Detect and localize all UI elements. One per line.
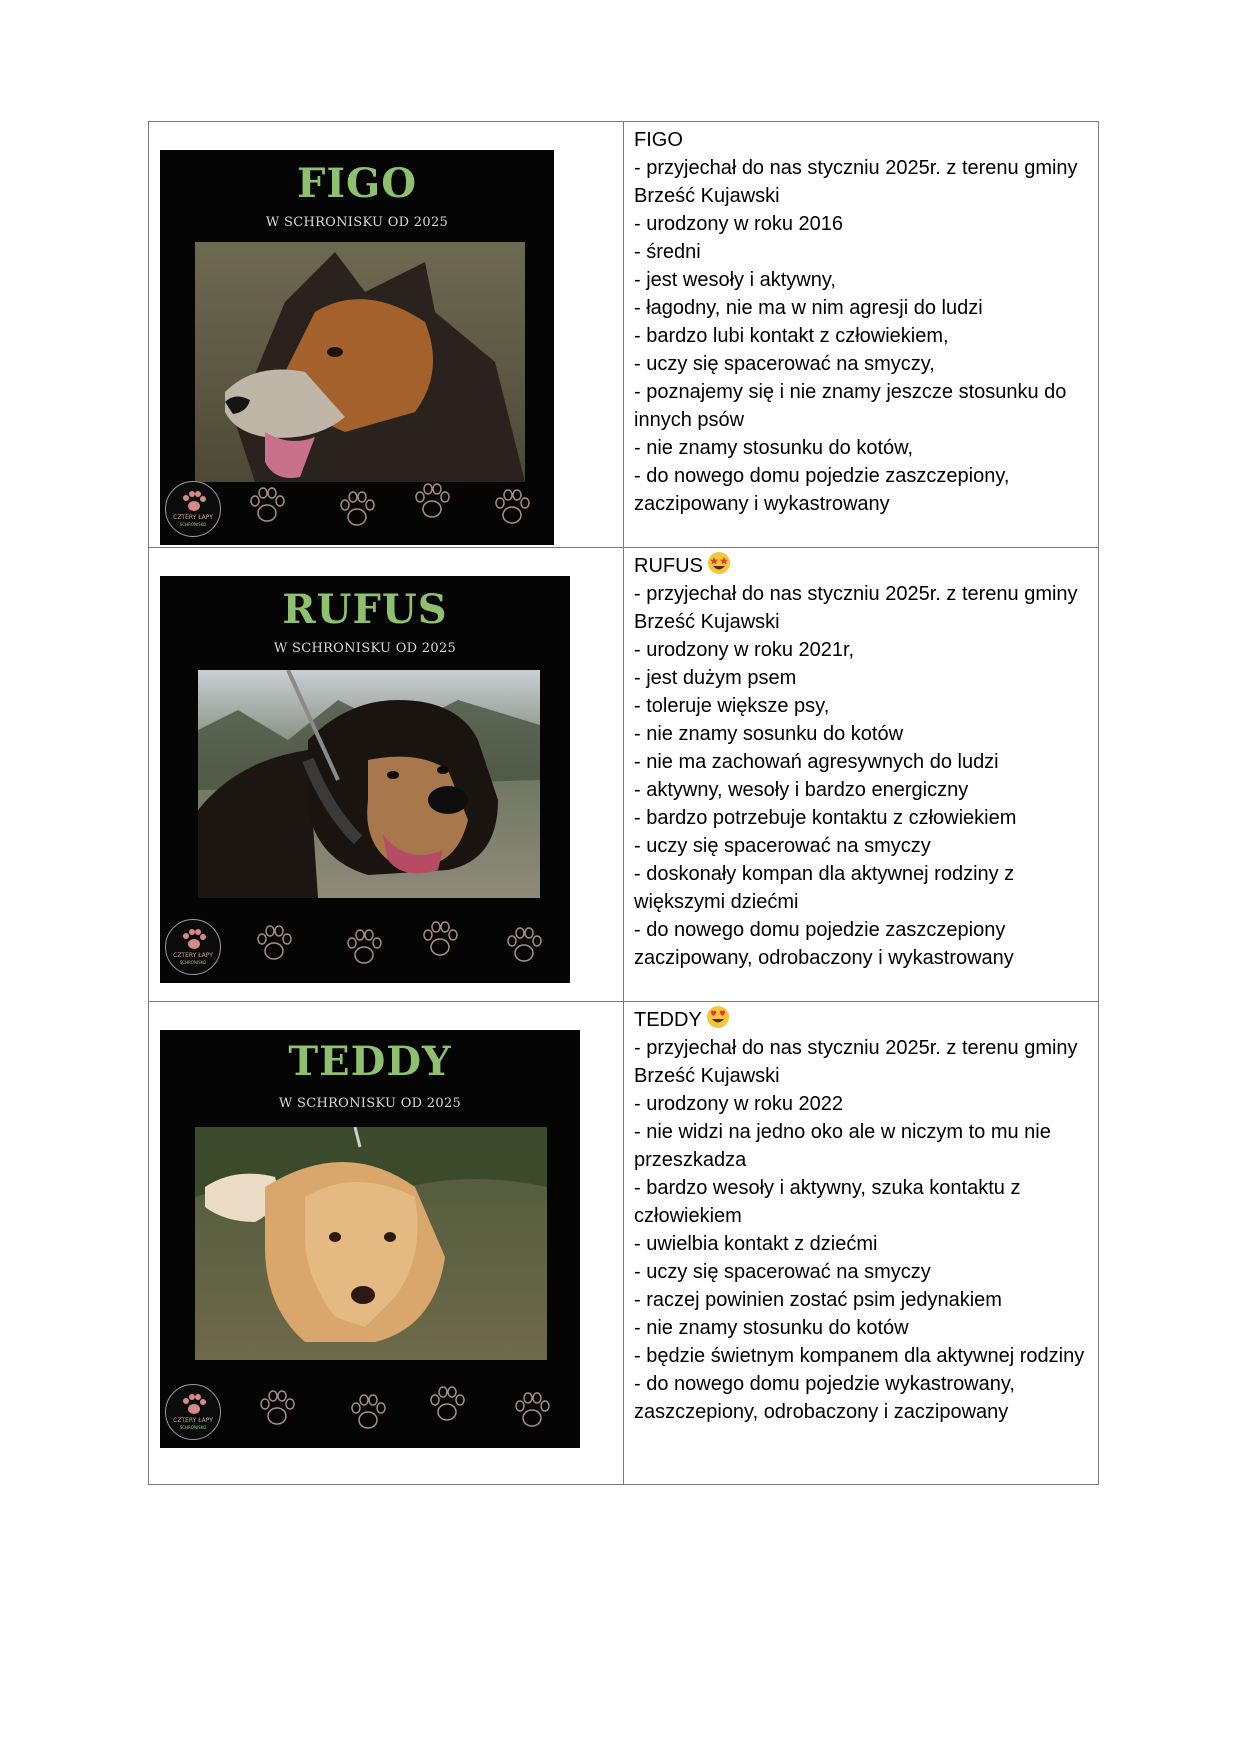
logo-text: CZTERY ŁAPY [173,1417,213,1424]
description-line: - jest wesoły i aktywny, [634,269,836,291]
description-line: - przyjechał do nas styczniu 2025r. z terenu gminy Brześć Kujawski [634,583,1078,633]
logo-subtext: SCHRONISKO [179,960,207,965]
poster-cell [149,122,624,548]
description-line: - nie znamy stosunku do kotów [634,1317,909,1339]
dog-heading: FIGO [634,129,683,151]
dog-photo [195,242,525,482]
dog-photo [198,670,540,898]
description-line: - uczy się spacerować na smyczy [634,835,931,857]
description-line: - średni [634,241,701,263]
paw-icon [245,483,289,527]
description-line: - jest dużym psem [634,667,797,689]
description-line: - do nowego domu pojedzie zaszczepiony zaczipowany, odrobaczony i wykastrowany [634,919,1014,969]
poster-footer [160,1382,580,1448]
description-line: - urodzony w roku 2021r, [634,639,855,661]
shelter-logo [165,481,221,537]
description-line: - do nowego domu pojedzie zaszczepiony, zaczipowany i wykastrowany [634,465,1010,515]
paw-icon [418,917,462,961]
poster-cell [149,548,624,1002]
description-line: - aktywny, wesoły i bardzo energiczny [634,779,969,801]
logo-text: CZTERY ŁAPY [173,952,213,959]
dog-description [624,1002,1098,1426]
paw-icon [346,1390,390,1434]
dog-heading: TEDDY [634,1009,702,1031]
description-cell [624,122,1099,548]
description-line: - nie znamy sosunku do kotów [634,723,904,745]
dog-row [149,548,1099,1002]
description-line: - uwielbia kontakt z dziećmi [634,1233,878,1255]
description-line: - toleruje większe psy, [634,695,830,717]
dog-poster [160,1030,580,1448]
paw-icon [255,1386,299,1430]
description-line: - nie znamy stosunku do kotów, [634,437,914,459]
description-line: - nie ma zachowań agresywnych do ludzi [634,751,999,773]
description-line: - nie widzi na jedno oko ale w niczym to mu nie przeszkadza [634,1121,1051,1171]
logo-text: CZTERY ŁAPY [173,514,213,521]
star-struck-emoji-icon [707,551,731,575]
poster-footer [160,917,570,983]
description-cell [624,1002,1099,1485]
poster-subtitle: W SCHRONISKU OD 2025 [265,215,449,230]
description-line: - bardzo wesoły i aktywny, szuka kontaktu z człowiekiem [634,1177,1021,1227]
poster-footer [160,479,554,545]
paw-icon [490,485,534,529]
dog-poster [160,576,570,983]
description-line: - przyjechał do nas styczniu 2025r. z terenu gminy Brześć Kujawski [634,157,1078,207]
paw-icon [510,1388,554,1432]
poster-subtitle: W SCHRONISKU OD 2025 [273,641,457,656]
adoption-table [148,121,1099,1485]
description-line: - raczej powinien zostać psim jedynakiem [634,1289,1002,1311]
heart-eyes-emoji-icon [706,1005,730,1029]
description-line: - do nowego domu pojedzie wykastrowany, zaszczepiony, odrobaczony i zaczipowany [634,1373,1015,1423]
dog-description [624,548,1098,972]
description-line: - urodzony w roku 2016 [634,213,844,235]
description-line: - uczy się spacerować na smyczy, [634,353,935,375]
poster-name: RUFUS [282,586,448,633]
paw-icon [502,923,546,967]
poster-cell [149,1002,624,1485]
shelter-logo [165,1384,221,1440]
description-cell [624,548,1099,1002]
description-line: - doskonały kompan dla aktywnej rodziny z większymi dziećmi [634,863,1015,913]
dog-description [624,122,1098,518]
poster-name: TEDDY [288,1038,452,1085]
description-line: - będzie świetnym kompanem dla aktywnej rodziny [634,1345,1085,1367]
paw-icon [425,1382,469,1426]
description-line: - przyjechał do nas styczniu 2025r. z terenu gminy Brześć Kujawski [634,1037,1078,1087]
paw-icon [342,925,386,969]
poster-name: FIGO [296,160,418,207]
paw-icon [410,479,454,523]
description-line: - bardzo lubi kontakt z człowiekiem, [634,325,949,347]
description-line: - łagodny, nie ma w nim agresji do ludzi [634,297,983,319]
dog-poster [160,150,554,545]
description-line: - bardzo potrzebuje kontaktu z człowiekiem [634,807,1017,829]
dog-row [149,122,1099,548]
dog-heading: RUFUS [634,555,703,577]
logo-subtext: SCHRONISKO [179,522,207,527]
dog-photo [195,1127,547,1360]
paw-icon [252,921,296,965]
shelter-logo [165,919,221,975]
logo-subtext: SCHRONISKO [179,1425,207,1430]
dog-row [149,1002,1099,1485]
description-line: - urodzony w roku 2022 [634,1093,844,1115]
description-line: - poznajemy się i nie znamy jeszcze stosunku do innych psów [634,381,1067,431]
paw-icon [335,487,379,531]
poster-subtitle: W SCHRONISKU OD 2025 [278,1096,462,1111]
description-line: - uczy się spacerować na smyczy [634,1261,931,1283]
